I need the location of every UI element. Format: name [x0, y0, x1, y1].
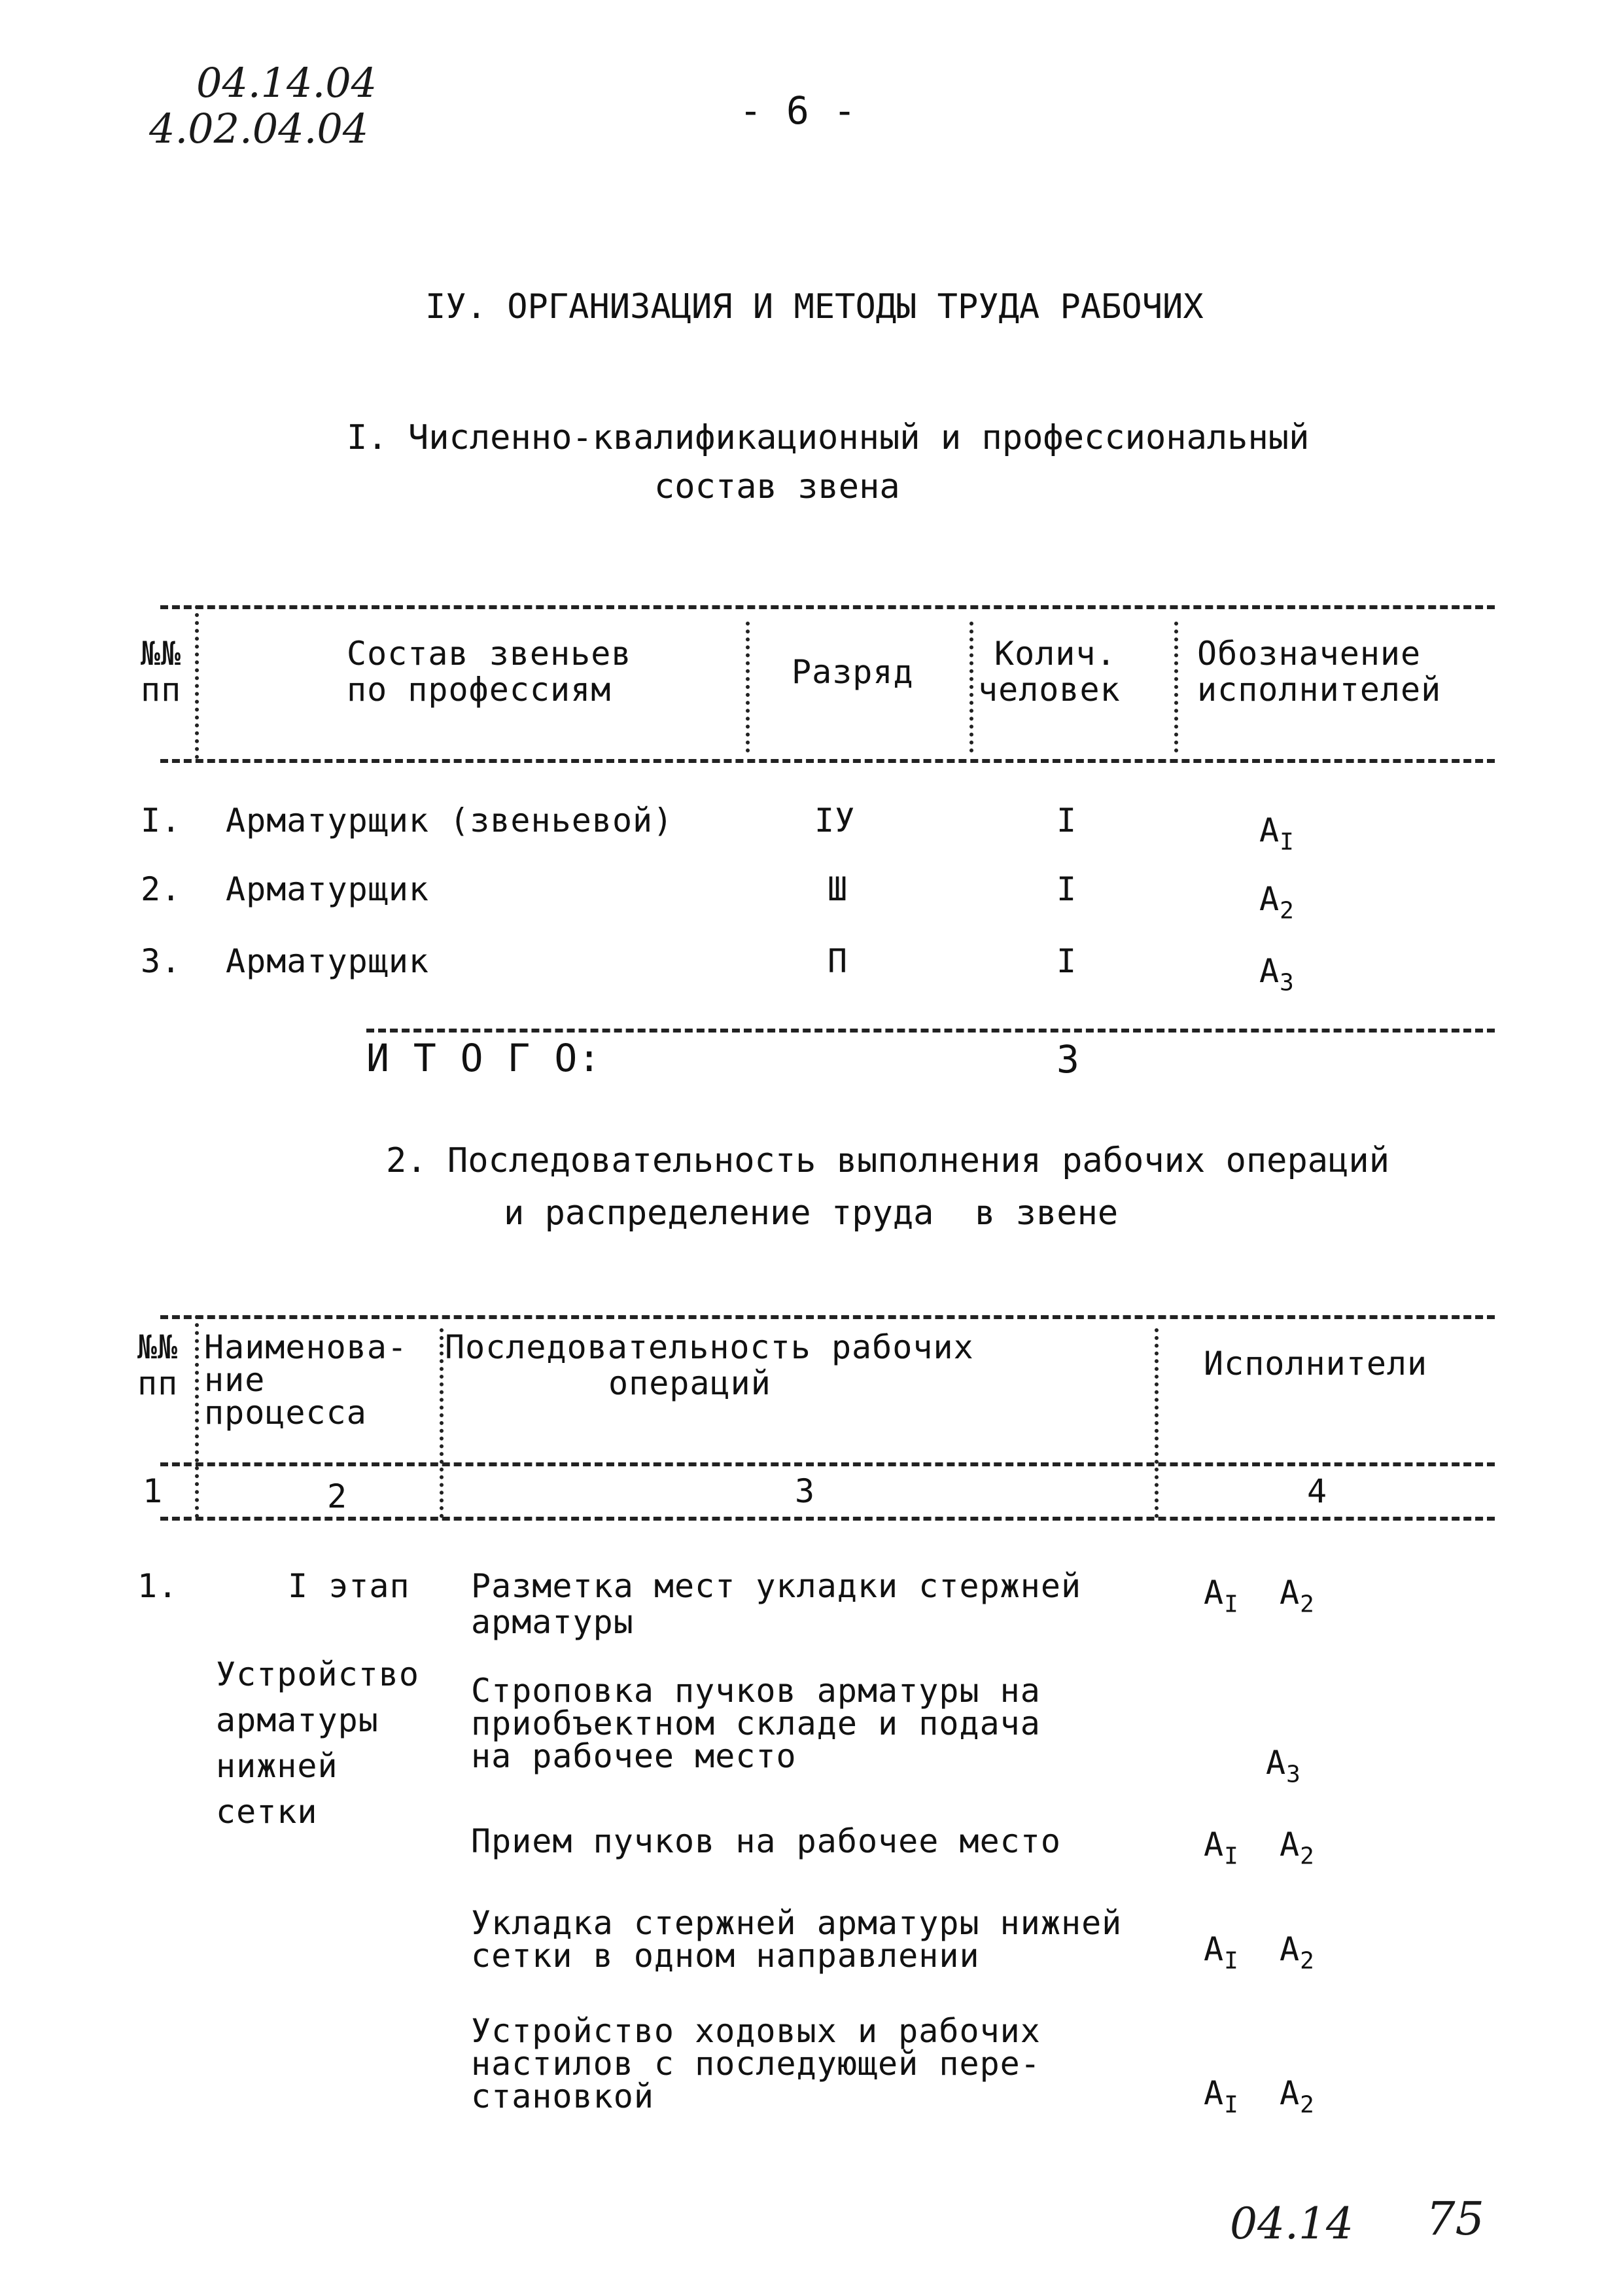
document-code-1: 04.14.04 — [196, 59, 377, 107]
table1-header-grade: Разряд — [792, 653, 914, 691]
table2-op5-line2: настилов с последующей пере- — [471, 2045, 1041, 2083]
table2-col-divider-1 — [195, 1315, 199, 1518]
table2-op4-performers: $A_I$ $A_2$ — [1204, 1930, 1315, 1975]
table2-op5-line1: Устройство ходовых и рабочих — [471, 2012, 1041, 2050]
table2-op4-line1: Укладка стержней арматуры нижней — [471, 1904, 1123, 1942]
table1-header-qty-1: Колич. — [994, 635, 1117, 673]
table1-row3-qty: I — [1056, 942, 1077, 980]
footer-code: 04.14 — [1230, 2199, 1353, 2249]
table2-top-rule — [160, 1315, 1495, 1319]
table1-header-composition-2: по профессиям — [347, 671, 612, 709]
page-number: - 6 - — [739, 88, 857, 133]
table2-op1-line2: арматуры — [471, 1603, 634, 1641]
table1-top-rule — [160, 605, 1495, 609]
table2-header-process-2: ние — [204, 1361, 266, 1399]
table1-total-value: 3 — [1056, 1037, 1080, 1082]
table1-row3-designation: $A_3$ — [1259, 952, 1295, 997]
document-code-2: 4.02.04.04 — [149, 105, 369, 152]
table2-col-divider-2 — [440, 1328, 444, 1518]
table2-op2-line1: Строповка пучков арматуры на — [471, 1672, 1041, 1710]
table1-row2-grade: Ш — [828, 870, 848, 908]
table1-header-designation-1: Обозначение — [1197, 635, 1422, 673]
table1-row3-name: Арматурщик — [226, 942, 430, 980]
table2-header-process-1: Наименова- — [204, 1328, 408, 1366]
table1-header-composition-1: Состав звеньев — [347, 635, 632, 673]
footer-page-number: 75 — [1426, 2192, 1485, 2246]
table1-row2-designation: $A_2$ — [1259, 880, 1295, 925]
table2-colnum-rule — [160, 1517, 1495, 1521]
table2-stage: I этап — [288, 1567, 410, 1605]
subsection1-title-line2: состав звена — [654, 467, 900, 506]
table1-row1-qty: I — [1056, 802, 1077, 839]
table1-row3-grade: П — [828, 942, 848, 980]
table1-header-rule — [160, 759, 1495, 763]
table2-header-operations-1: Последовательность рабочих — [445, 1328, 974, 1366]
section-title: IУ. ОРГАНИЗАЦИЯ И МЕТОДЫ ТРУДА РАБОЧИХ — [425, 287, 1204, 327]
table2-colnum-3: 3 — [795, 1472, 816, 1510]
table2-op1-line1: Разметка мест укладки стержней — [471, 1567, 1082, 1605]
table2-op5-performers: $A_I$ $A_2$ — [1204, 2074, 1315, 2119]
table2-header-rule — [160, 1462, 1495, 1466]
table1-total-label: И Т О Г О: — [366, 1036, 602, 1080]
table2-colnum-4: 4 — [1307, 1472, 1328, 1510]
table2-op3-line1: Прием пучков на рабочее место — [471, 1822, 1061, 1860]
table1-col-divider-4 — [1174, 622, 1178, 752]
table2-colnum-1: 1 — [143, 1472, 164, 1510]
table2-header-num-1: №№ — [137, 1328, 179, 1366]
table1-header-num-1: №№ — [141, 635, 182, 673]
table1-row1-num: I. — [141, 802, 182, 839]
table2-colnum-2: 2 — [327, 1477, 348, 1515]
table2-op4-line2: сетки в одном направлении — [471, 1937, 980, 1975]
table1-col-divider-2 — [746, 622, 750, 752]
table2-op1-performers: $A_I$ $A_2$ — [1204, 1574, 1315, 1618]
subsection1-title-line1: I. Численно-квалификационный и профессиональный — [347, 418, 1310, 457]
subsection2-title-line2: и распределение труда в звене — [504, 1193, 1119, 1233]
table2-header-operations-2: операций — [608, 1364, 771, 1402]
table2-header-process-3: процесса — [204, 1394, 367, 1432]
table1-row3-num: 3. — [141, 942, 182, 980]
table1-row2-num: 2. — [141, 870, 182, 908]
table2-process-line1: Устройство — [216, 1655, 420, 1693]
table2-op2-line2: приобъектном складе и подача — [471, 1704, 1041, 1742]
table1-col-divider-1 — [195, 605, 199, 759]
table1-row1-designation: $A_I$ — [1259, 811, 1295, 856]
table1-row1-grade: IУ — [814, 802, 856, 839]
table2-col-divider-3 — [1155, 1328, 1159, 1518]
table1-header-num-2: пп — [141, 671, 182, 709]
table1-row1-name: Арматурщик (звеньевой) — [226, 802, 674, 839]
table2-op3-performers: $A_I$ $A_2$ — [1204, 1826, 1315, 1870]
table2-header-num-2: пп — [137, 1364, 179, 1402]
table1-row2-qty: I — [1056, 870, 1077, 908]
table2-header-performers: Исполнители — [1204, 1345, 1428, 1383]
table2-process-line4: сетки — [216, 1793, 318, 1831]
table2-op2-performers: $A_3$ — [1266, 1744, 1301, 1788]
table1-total-rule — [366, 1029, 1495, 1033]
table2-op2-line3: на рабочее место — [471, 1737, 797, 1775]
table1-header-designation-2: исполнителей — [1197, 671, 1442, 709]
table2-op5-line3: становкой — [471, 2077, 654, 2115]
table2-process-line2: арматуры — [216, 1701, 379, 1739]
table2-row1-num: 1. — [137, 1567, 179, 1605]
table1-header-qty-2: человек — [978, 671, 1121, 709]
table1-col-divider-3 — [969, 622, 973, 752]
table2-process-line3: нижней — [216, 1747, 338, 1785]
subsection2-title-line1: 2. Последовательность выполнения рабочих операций — [386, 1141, 1390, 1180]
table1-row2-name: Арматурщик — [226, 870, 430, 908]
